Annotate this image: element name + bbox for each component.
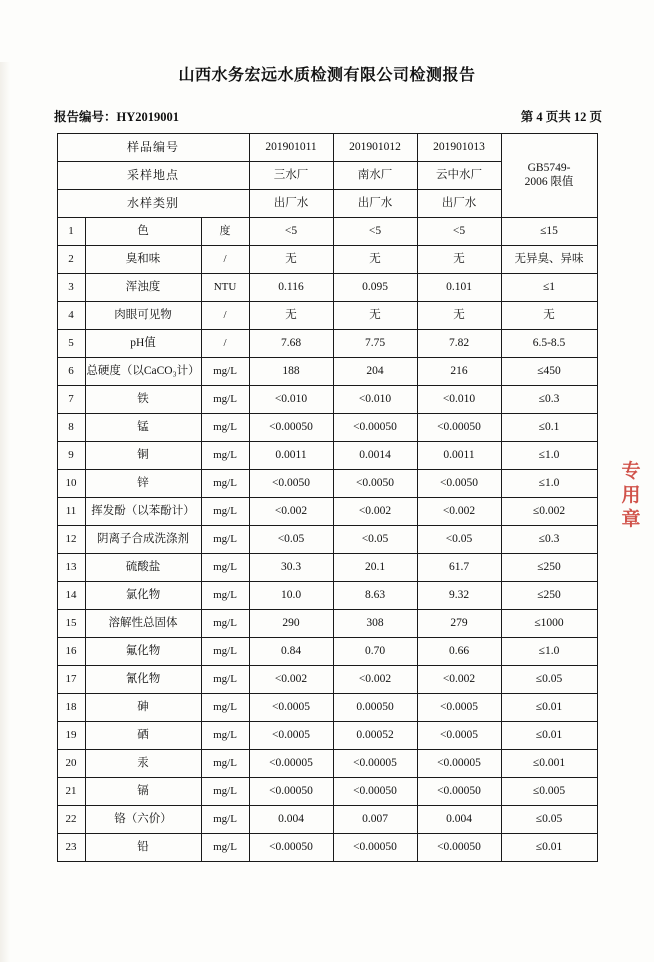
row-parameter-name: 肉眼可见物: [85, 302, 201, 330]
row-unit: mg/L: [201, 610, 249, 638]
header-label: 样品编号: [57, 134, 249, 162]
table-row: [57, 694, 597, 722]
row-unit: mg/L: [201, 750, 249, 778]
row-value-sample3: <0.05: [417, 526, 501, 554]
row-parameter-name: 铁: [85, 386, 201, 414]
row-unit: mg/L: [201, 358, 249, 386]
table-row: [57, 582, 597, 610]
row-standard-limit: ≤15: [501, 218, 597, 246]
row-standard-limit: 无异臭、异味: [501, 246, 597, 274]
row-value-sample3: 216: [417, 358, 501, 386]
row-parameter-name: 铅: [85, 834, 201, 862]
row-value-sample2: 无: [333, 302, 417, 330]
row-value-sample3: 9.32: [417, 582, 501, 610]
row-value-sample3: 无: [417, 302, 501, 330]
row-parameter-name: 氰化物: [85, 666, 201, 694]
page-number: 第 4 页共 12 页: [520, 110, 602, 124]
standard-code-line1: GB5749-: [527, 162, 571, 175]
row-value-sample1: <0.010: [249, 386, 333, 414]
row-unit: mg/L: [201, 778, 249, 806]
header-label: 水样类别: [57, 190, 249, 218]
table-row: [57, 414, 597, 442]
table-row: [57, 246, 597, 274]
row-value-sample1: 0.84: [249, 638, 333, 666]
row-index: 18: [57, 694, 85, 722]
header-sample-value: 出厂水: [417, 190, 501, 218]
row-unit: 度: [201, 218, 249, 246]
table-row: [57, 638, 597, 666]
row-index: 12: [57, 526, 85, 554]
row-value-sample1: <0.0005: [249, 722, 333, 750]
row-unit: mg/L: [201, 834, 249, 862]
header-sample-value: 云中水厂: [417, 162, 501, 190]
row-parameter-name: 汞: [85, 750, 201, 778]
row-value-sample1: <5: [249, 218, 333, 246]
row-unit: mg/L: [201, 582, 249, 610]
row-value-sample1: 290: [249, 610, 333, 638]
row-standard-limit: ≤0.1: [501, 414, 597, 442]
row-value-sample1: 无: [249, 246, 333, 274]
row-standard-limit: ≤0.3: [501, 386, 597, 414]
row-index: 5: [57, 330, 85, 358]
row-value-sample3: <0.0005: [417, 694, 501, 722]
row-standard-limit: ≤0.01: [501, 722, 597, 750]
row-value-sample3: 0.0011: [417, 442, 501, 470]
row-standard-limit: ≤1000: [501, 610, 597, 638]
table-header-row: [57, 134, 597, 162]
table-row: [57, 442, 597, 470]
row-standard-limit: ≤0.01: [501, 834, 597, 862]
row-unit: mg/L: [201, 414, 249, 442]
row-index: 9: [57, 442, 85, 470]
row-index: 17: [57, 666, 85, 694]
header-sample-value: 出厂水: [249, 190, 333, 218]
standard-code-line2: 2006 限值: [524, 175, 574, 188]
row-index: 3: [57, 274, 85, 302]
row-standard-limit: ≤250: [501, 582, 597, 610]
row-standard-limit: ≤0.05: [501, 666, 597, 694]
row-parameter-name: 锌: [85, 470, 201, 498]
test-results-table: [57, 133, 598, 862]
row-unit: mg/L: [201, 498, 249, 526]
report-meta: [54, 107, 602, 125]
table-row: [57, 722, 597, 750]
row-index: 10: [57, 470, 85, 498]
header-sample-value: 三水厂: [249, 162, 333, 190]
row-value-sample1: <0.00005: [249, 750, 333, 778]
row-value-sample2: <0.00050: [333, 778, 417, 806]
row-value-sample3: 无: [417, 246, 501, 274]
row-index: 6: [57, 358, 85, 386]
header-sample-value: 201901011: [249, 134, 333, 162]
row-value-sample2: 8.63: [333, 582, 417, 610]
row-parameter-name: 色: [85, 218, 201, 246]
row-value-sample3: <5: [417, 218, 501, 246]
row-value-sample2: <5: [333, 218, 417, 246]
row-value-sample2: <0.0050: [333, 470, 417, 498]
table-row: [57, 470, 597, 498]
row-standard-limit: ≤250: [501, 554, 597, 582]
row-parameter-name: 浑浊度: [85, 274, 201, 302]
row-value-sample1: 10.0: [249, 582, 333, 610]
row-value-sample3: <0.0050: [417, 470, 501, 498]
row-value-sample2: 0.007: [333, 806, 417, 834]
row-value-sample2: 0.0014: [333, 442, 417, 470]
row-standard-limit: 无: [501, 302, 597, 330]
row-index: 21: [57, 778, 85, 806]
seal-char-2: 用: [621, 484, 641, 506]
row-unit: mg/L: [201, 806, 249, 834]
row-value-sample3: <0.010: [417, 386, 501, 414]
row-value-sample1: <0.0050: [249, 470, 333, 498]
row-unit: mg/L: [201, 638, 249, 666]
header-label: 采样地点: [57, 162, 249, 190]
row-value-sample1: <0.05: [249, 526, 333, 554]
row-value-sample3: 61.7: [417, 554, 501, 582]
table-row: [57, 778, 597, 806]
standard-limit-header: [501, 134, 597, 218]
row-index: 11: [57, 498, 85, 526]
row-parameter-name: 铬（六价）: [85, 806, 201, 834]
row-value-sample1: <0.00050: [249, 414, 333, 442]
row-value-sample3: <0.00005: [417, 750, 501, 778]
table-row: [57, 554, 597, 582]
row-index: 15: [57, 610, 85, 638]
table-row: [57, 386, 597, 414]
row-value-sample3: <0.0005: [417, 722, 501, 750]
row-parameter-name: 砷: [85, 694, 201, 722]
row-value-sample1: 0.0011: [249, 442, 333, 470]
table-row: [57, 358, 597, 386]
row-parameter-name: 硫酸盐: [85, 554, 201, 582]
table-row: [57, 330, 597, 358]
row-value-sample2: 0.70: [333, 638, 417, 666]
row-value-sample1: <0.0005: [249, 694, 333, 722]
table-row: [57, 218, 597, 246]
row-value-sample3: 7.82: [417, 330, 501, 358]
row-standard-limit: ≤0.002: [501, 498, 597, 526]
row-standard-limit: 6.5-8.5: [501, 330, 597, 358]
row-index: 13: [57, 554, 85, 582]
page-title: 山西水务宏远水质检测有限公司检测报告: [178, 67, 476, 84]
table-row: [57, 302, 597, 330]
row-parameter-name: 挥发酚（以苯酚计）: [85, 498, 201, 526]
row-value-sample1: <0.002: [249, 666, 333, 694]
row-value-sample1: 0.004: [249, 806, 333, 834]
row-unit: mg/L: [201, 442, 249, 470]
row-parameter-name: 臭和味: [85, 246, 201, 274]
row-index: 2: [57, 246, 85, 274]
row-unit: /: [201, 246, 249, 274]
row-value-sample3: <0.00050: [417, 834, 501, 862]
row-value-sample1: <0.002: [249, 498, 333, 526]
row-standard-limit: ≤0.001: [501, 750, 597, 778]
row-parameter-name: 镉: [85, 778, 201, 806]
row-parameter-name: 总硬度（以CaCO₃计）: [85, 358, 201, 386]
row-value-sample3: 0.004: [417, 806, 501, 834]
table-row: [57, 666, 597, 694]
row-parameter-name: 溶解性总固体: [85, 610, 201, 638]
row-value-sample2: <0.010: [333, 386, 417, 414]
table-row: [57, 750, 597, 778]
row-value-sample2: <0.00050: [333, 834, 417, 862]
row-value-sample2: 308: [333, 610, 417, 638]
row-index: 4: [57, 302, 85, 330]
table-row: [57, 274, 597, 302]
row-unit: mg/L: [201, 694, 249, 722]
row-value-sample2: <0.002: [333, 498, 417, 526]
seal-char-1: 专: [621, 461, 641, 482]
row-value-sample2: <0.00050: [333, 414, 417, 442]
row-value-sample3: <0.002: [417, 666, 501, 694]
row-value-sample3: 0.101: [417, 274, 501, 302]
row-standard-limit: ≤1.0: [501, 470, 597, 498]
row-unit: mg/L: [201, 526, 249, 554]
page-edge-shadow: [0, 62, 10, 962]
row-standard-limit: ≤0.005: [501, 778, 597, 806]
row-parameter-name: 氯化物: [85, 582, 201, 610]
row-value-sample1: 30.3: [249, 554, 333, 582]
row-standard-limit: ≤0.05: [501, 806, 597, 834]
row-standard-limit: ≤450: [501, 358, 597, 386]
seal-stamp: [614, 460, 648, 531]
row-unit: NTU: [201, 274, 249, 302]
row-value-sample1: 7.68: [249, 330, 333, 358]
row-unit: /: [201, 302, 249, 330]
row-parameter-name: 氟化物: [85, 638, 201, 666]
row-parameter-name: pH值: [85, 330, 201, 358]
row-unit: /: [201, 330, 249, 358]
row-parameter-name: 铜: [85, 442, 201, 470]
header-sample-value: 201901013: [417, 134, 501, 162]
row-value-sample2: 20.1: [333, 554, 417, 582]
row-value-sample1: 0.116: [249, 274, 333, 302]
header-sample-value: 出厂水: [333, 190, 417, 218]
row-standard-limit: ≤0.01: [501, 694, 597, 722]
row-value-sample2: 0.00050: [333, 694, 417, 722]
row-value-sample3: 279: [417, 610, 501, 638]
report-number: 报告编号：HY2019001: [54, 110, 180, 124]
row-value-sample1: <0.00050: [249, 834, 333, 862]
row-index: 23: [57, 834, 85, 862]
row-parameter-name: 硒: [85, 722, 201, 750]
row-index: 8: [57, 414, 85, 442]
row-unit: mg/L: [201, 470, 249, 498]
row-value-sample2: 7.75: [333, 330, 417, 358]
row-standard-limit: ≤1.0: [501, 638, 597, 666]
row-unit: mg/L: [201, 554, 249, 582]
row-index: 14: [57, 582, 85, 610]
table-row: [57, 806, 597, 834]
row-value-sample1: 无: [249, 302, 333, 330]
row-unit: mg/L: [201, 386, 249, 414]
row-value-sample2: 204: [333, 358, 417, 386]
row-index: 20: [57, 750, 85, 778]
row-value-sample3: 0.66: [417, 638, 501, 666]
row-value-sample3: <0.002: [417, 498, 501, 526]
row-value-sample2: 无: [333, 246, 417, 274]
row-standard-limit: ≤1: [501, 274, 597, 302]
row-index: 22: [57, 806, 85, 834]
row-value-sample3: <0.00050: [417, 414, 501, 442]
row-standard-limit: ≤1.0: [501, 442, 597, 470]
row-index: 19: [57, 722, 85, 750]
row-index: 1: [57, 218, 85, 246]
row-unit: mg/L: [201, 722, 249, 750]
row-value-sample2: <0.002: [333, 666, 417, 694]
seal-char-3: 章: [621, 508, 641, 530]
row-parameter-name: 阴离子合成洗涤剂: [85, 526, 201, 554]
row-value-sample3: <0.00050: [417, 778, 501, 806]
header-sample-value: 南水厂: [333, 162, 417, 190]
row-value-sample1: 188: [249, 358, 333, 386]
row-value-sample2: 0.095: [333, 274, 417, 302]
row-value-sample2: <0.05: [333, 526, 417, 554]
table-row: [57, 610, 597, 638]
row-index: 7: [57, 386, 85, 414]
row-value-sample2: 0.00052: [333, 722, 417, 750]
header-sample-value: 201901012: [333, 134, 417, 162]
row-unit: mg/L: [201, 666, 249, 694]
row-value-sample1: <0.00050: [249, 778, 333, 806]
row-parameter-name: 锰: [85, 414, 201, 442]
row-value-sample2: <0.00005: [333, 750, 417, 778]
table-row: [57, 498, 597, 526]
row-index: 16: [57, 638, 85, 666]
report-page: [0, 62, 654, 962]
table-row: [57, 526, 597, 554]
table-row: [57, 834, 597, 862]
row-standard-limit: ≤0.3: [501, 526, 597, 554]
